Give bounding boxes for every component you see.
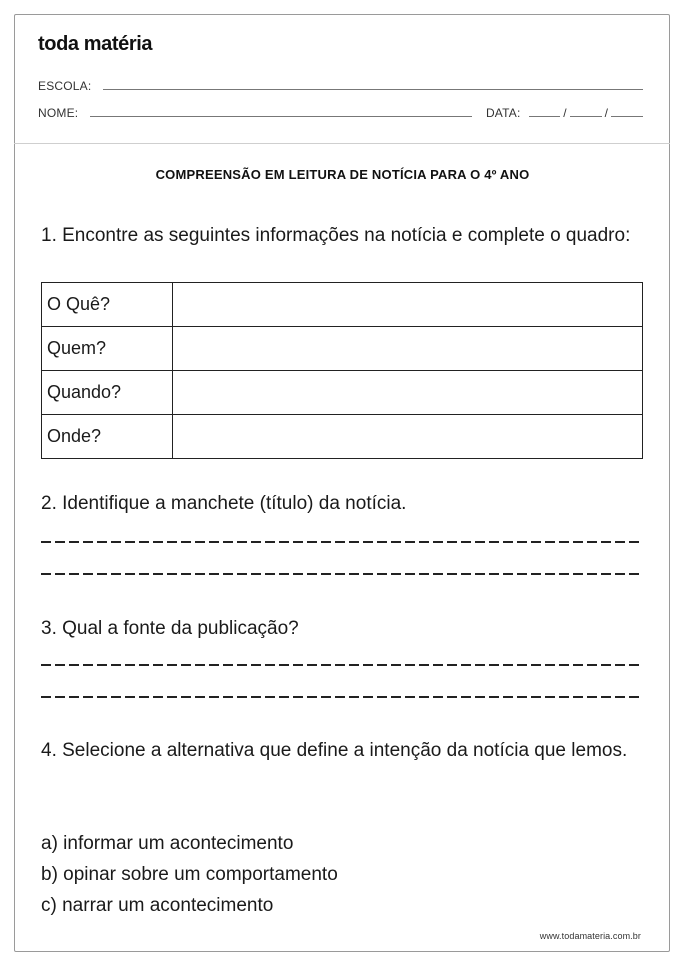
question-3: 3. Qual a fonte da publicação? <box>41 618 299 639</box>
escola-line[interactable] <box>103 89 643 90</box>
data-label: DATA: <box>485 106 521 120</box>
date-slash-2: / <box>604 106 609 120</box>
answer-line[interactable] <box>41 696 643 698</box>
header-divider <box>14 143 670 144</box>
month-line[interactable] <box>570 116 602 117</box>
option-b[interactable]: b) opinar sobre um comportamento <box>41 864 338 885</box>
table-row <box>42 327 643 371</box>
escola-label: ESCOLA: <box>38 79 92 93</box>
table-answer-cell[interactable] <box>173 283 643 327</box>
table-answer-cell[interactable] <box>173 415 643 459</box>
answer-line[interactable] <box>41 573 643 575</box>
answer-line[interactable] <box>41 664 643 666</box>
info-table <box>41 282 643 459</box>
option-c[interactable]: c) narrar um acontecimento <box>41 895 274 916</box>
page-title: COMPREENSÃO EM LEITURA DE NOTÍCIA PARA O 4º ANO <box>155 167 530 182</box>
question-1: 1. Encontre as seguintes informações na notícia e complete o quadro: <box>41 225 631 246</box>
option-a[interactable]: a) informar um acontecimento <box>41 833 294 854</box>
nome-data-field <box>38 104 643 120</box>
table-row-label: Quem? <box>42 327 173 371</box>
table-row-label: O Quê? <box>42 283 173 327</box>
day-line[interactable] <box>529 116 561 117</box>
table-row <box>42 283 643 327</box>
table-row-label: Onde? <box>42 415 173 459</box>
question-2: 2. Identifique a manchete (título) da notícia. <box>41 493 407 514</box>
table-row-label: Quando? <box>42 371 173 415</box>
table-answer-cell[interactable] <box>173 371 643 415</box>
table-row <box>42 371 643 415</box>
table-answer-cell[interactable] <box>173 327 643 371</box>
nome-line[interactable] <box>90 116 472 117</box>
year-line[interactable] <box>611 116 643 117</box>
answer-line[interactable] <box>41 541 643 543</box>
question-4: 4. Selecione a alternativa que define a intenção da notícia que lemos. <box>41 740 628 761</box>
nome-label: NOME: <box>38 106 79 120</box>
brand-logo: toda matéria <box>38 33 153 55</box>
footer-url: www.todamateria.com.br <box>539 931 641 941</box>
table-row <box>42 415 643 459</box>
escola-field <box>38 77 643 93</box>
date-slash-1: / <box>563 106 567 120</box>
worksheet-border <box>14 14 670 952</box>
